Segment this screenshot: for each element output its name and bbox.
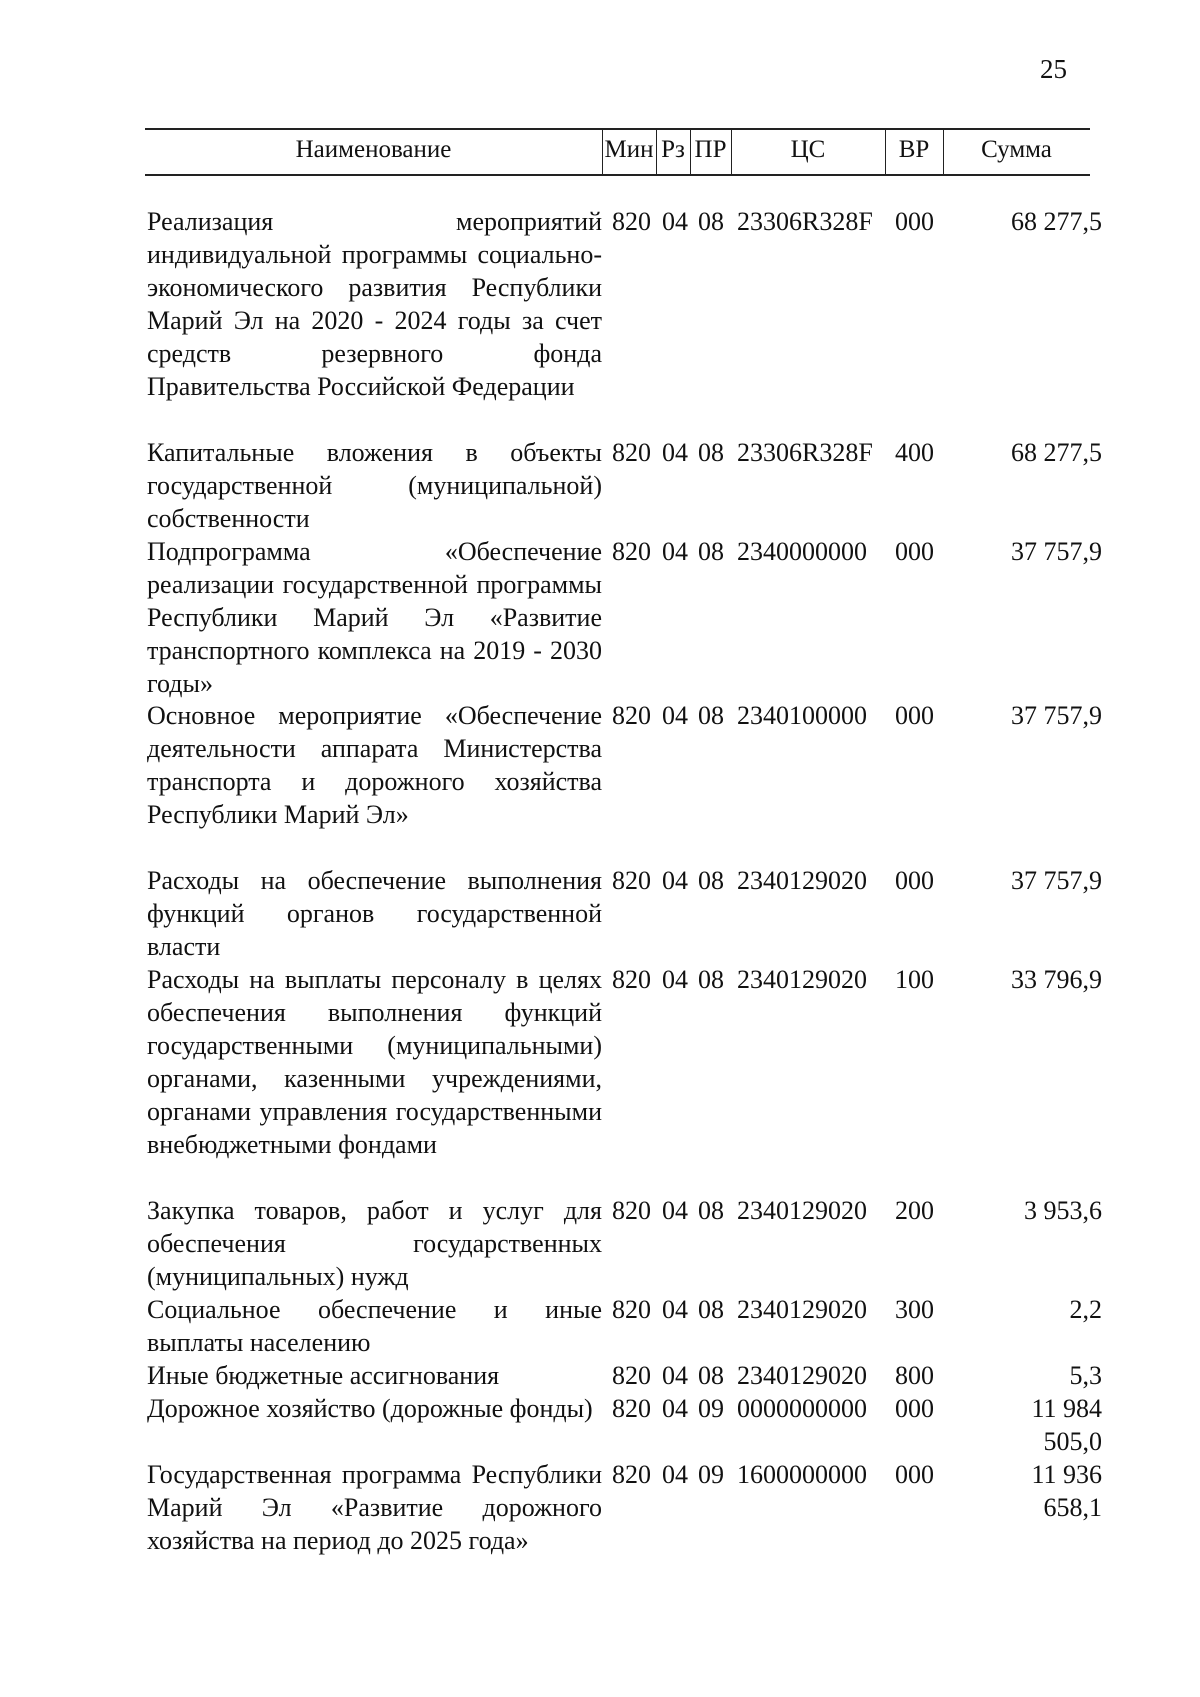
row-min: 820 — [612, 1460, 651, 1489]
row-min: 820 — [612, 1394, 651, 1423]
row-cs: 23306R328F — [737, 438, 873, 467]
row-min: 820 — [612, 1196, 651, 1225]
row-sum: 37 757,9 — [1011, 866, 1102, 895]
row-rz: 04 — [662, 701, 688, 730]
row-cs: 1600000000 — [737, 1460, 867, 1489]
row-pr: 08 — [698, 207, 724, 236]
row-sum: 11 936 658,1 — [1031, 1460, 1102, 1522]
row-min: 820 — [612, 965, 651, 994]
row-vr: 000 — [895, 1460, 934, 1489]
row-name: Государственная программа Республики Марий Эл «Развитие дорожного хозяйства на период до 2025 года» — [147, 1460, 602, 1555]
row-pr: 09 — [698, 1394, 724, 1423]
row-sum: 2,2 — [1069, 1295, 1102, 1324]
row-pr: 08 — [698, 965, 724, 994]
row-rz: 04 — [662, 438, 688, 467]
row-cs: 0000000000 — [737, 1394, 867, 1423]
row-vr: 800 — [895, 1361, 934, 1390]
row-cs: 2340129020 — [737, 1295, 867, 1324]
row-min: 820 — [612, 207, 651, 236]
row-name: Дорожное хозяйство (дорожные фонды) — [147, 1394, 593, 1423]
page-number: 25 — [1040, 54, 1067, 84]
header-name: Наименование — [295, 136, 452, 163]
row-vr: 000 — [895, 537, 934, 566]
row-sum: 68 277,5 — [1011, 207, 1102, 236]
row-min: 820 — [612, 1295, 651, 1324]
row-name: Расходы на обеспечение выполнения функций органов государственной власти — [147, 866, 602, 961]
row-cs: 2340000000 — [737, 537, 867, 566]
row-pr: 08 — [698, 537, 724, 566]
row-rz: 04 — [662, 866, 688, 895]
row-min: 820 — [612, 438, 651, 467]
row-cs: 2340129020 — [737, 1196, 867, 1225]
row-pr: 08 — [698, 1295, 724, 1324]
row-pr: 08 — [698, 1361, 724, 1390]
row-sum: 37 757,9 — [1011, 701, 1102, 730]
row-cs: 2340129020 — [737, 965, 867, 994]
header-sum: Сумма — [981, 136, 1052, 163]
row-sum: 5,3 — [1069, 1361, 1102, 1390]
row-sum: 33 796,9 — [1011, 965, 1102, 994]
row-rz: 04 — [662, 1394, 688, 1423]
row-rz: 04 — [662, 1196, 688, 1225]
row-vr: 100 — [895, 965, 934, 994]
header-min: Мин — [604, 136, 654, 163]
row-sum: 3 953,6 — [1024, 1196, 1102, 1225]
row-name: Реализация мероприятий индивидуальной программы социально-экономического развития Республики Марий Эл на 2020 - 2024 годы за счет средств резервного фонда Правительства Российской Федерации — [147, 207, 602, 401]
header-vr: ВР — [898, 136, 930, 163]
row-name: Закупка товаров, работ и услуг для обеспечения государственных (муниципальных) нужд — [147, 1196, 602, 1291]
row-sum: 68 277,5 — [1011, 438, 1102, 467]
row-name: Основное мероприятие «Обеспечение деятельности аппарата Министерства транспорта и дорожного хозяйства Республики Марий Эл» — [147, 701, 602, 829]
row-min: 820 — [612, 1361, 651, 1390]
row-rz: 04 — [662, 1295, 688, 1324]
row-cs: 2340129020 — [737, 1361, 867, 1390]
row-vr: 200 — [895, 1196, 934, 1225]
header-rz: Рз — [661, 136, 685, 163]
header-bottom-rule — [145, 174, 1090, 176]
row-name: Социальное обеспечение и иные выплаты населению — [147, 1295, 602, 1357]
row-rz: 04 — [662, 965, 688, 994]
row-sum: 37 757,9 — [1011, 537, 1102, 566]
row-cs: 2340129020 — [737, 866, 867, 895]
row-pr: 08 — [698, 438, 724, 467]
row-vr: 000 — [895, 701, 934, 730]
row-rz: 04 — [662, 207, 688, 236]
row-rz: 04 — [662, 1361, 688, 1390]
row-pr: 09 — [698, 1460, 724, 1489]
row-pr: 08 — [698, 1196, 724, 1225]
row-rz: 04 — [662, 1460, 688, 1489]
row-name: Иные бюджетные ассигнования — [147, 1361, 500, 1390]
header-top-rule — [145, 128, 1090, 130]
row-name: Капитальные вложения в объекты государственной (муниципальной) собственности — [147, 438, 602, 533]
header-pr: ПР — [694, 136, 727, 163]
row-vr: 000 — [895, 1394, 934, 1423]
header-cs: ЦС — [790, 136, 826, 163]
row-min: 820 — [612, 701, 651, 730]
row-name: Подпрограмма «Обеспечение реализации государственной программы Республики Марий Эл «Развитие транспортного комплекса на 2019 - 2030 годы» — [147, 537, 602, 698]
row-min: 820 — [612, 866, 651, 895]
row-vr: 300 — [895, 1295, 934, 1324]
row-vr: 000 — [895, 207, 934, 236]
row-sum: 11 984 505,0 — [1031, 1394, 1102, 1456]
row-vr: 400 — [895, 438, 934, 467]
row-pr: 08 — [698, 701, 724, 730]
row-name: Расходы на выплаты персоналу в целях обеспечения выполнения функций государственными (муниципальными) органами, казенными учреждениями, органами управления государственными внебюджетными фондами — [147, 965, 602, 1159]
row-pr: 08 — [698, 866, 724, 895]
row-rz: 04 — [662, 537, 688, 566]
row-min: 820 — [612, 537, 651, 566]
row-cs: 2340100000 — [737, 701, 867, 730]
row-vr: 000 — [895, 866, 934, 895]
row-cs: 23306R328F — [737, 207, 873, 236]
